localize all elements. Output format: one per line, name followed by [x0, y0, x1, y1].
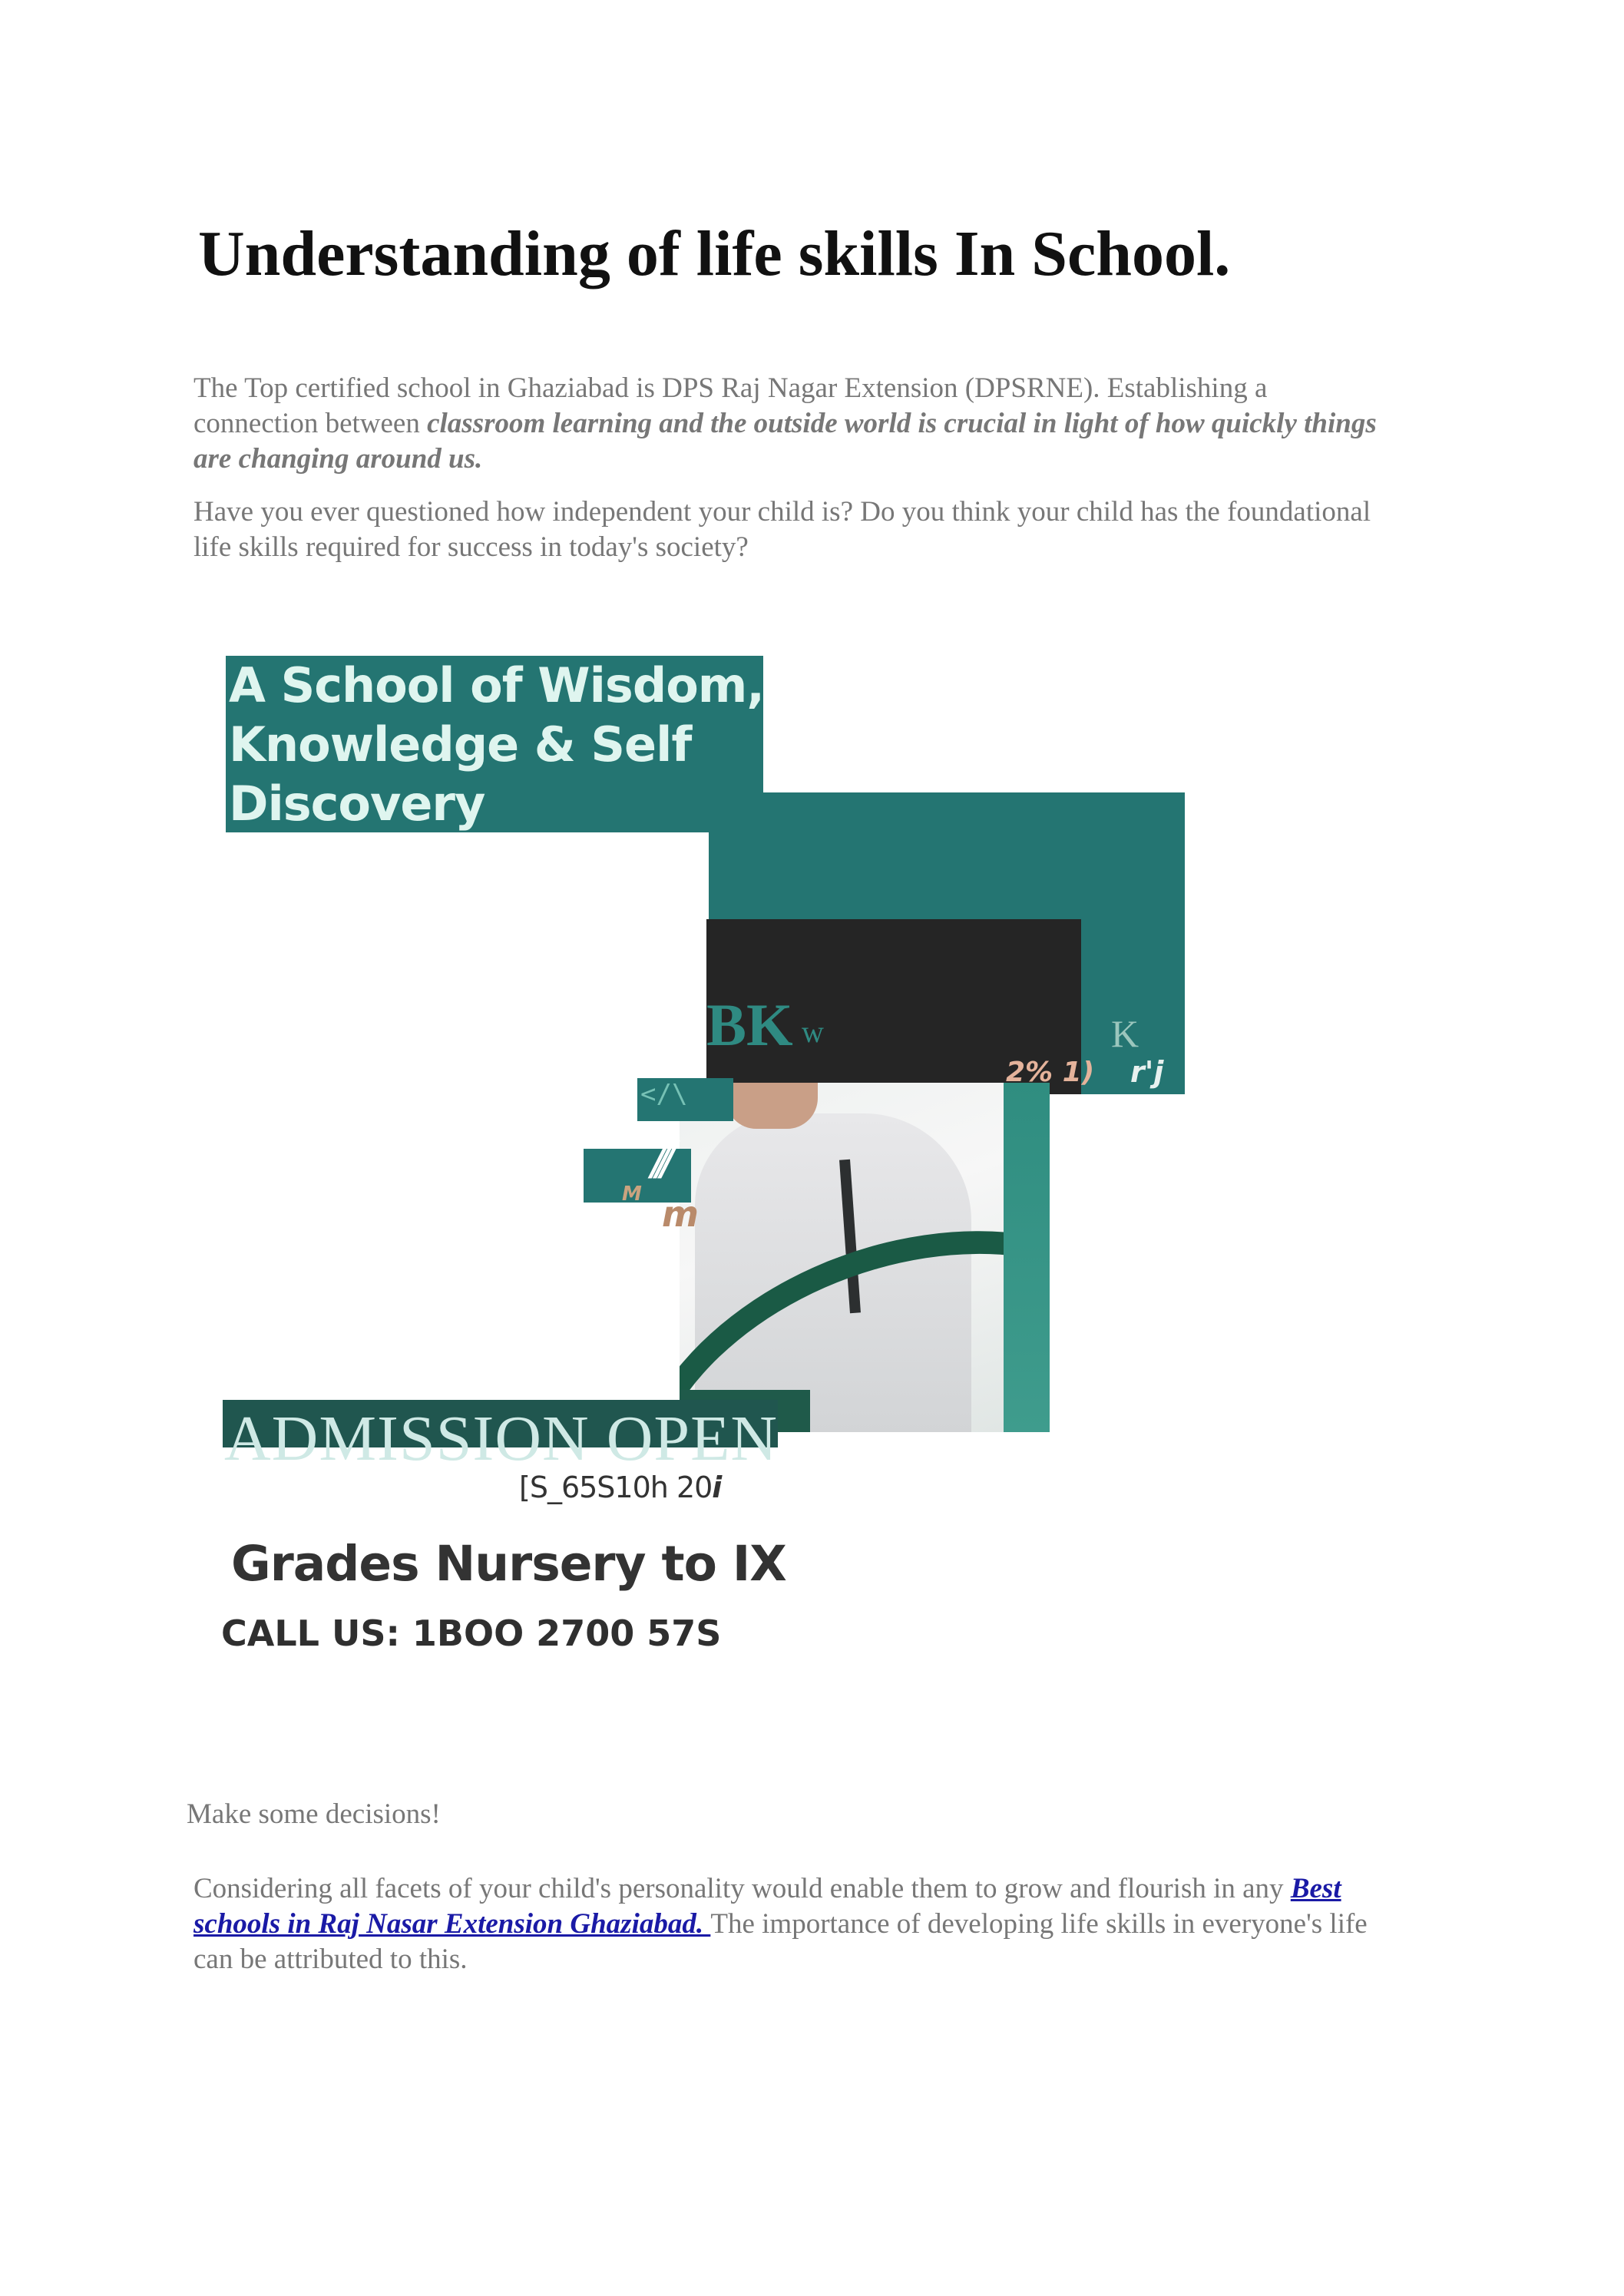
admission-text: ADMISSION OPEN	[224, 1403, 779, 1474]
poster-fragment-rj: r'j	[1130, 1055, 1164, 1089]
best-schools-link[interactable]: Best schools in Raj Nasar Extension Ghaziabad.	[193, 1873, 1341, 1940]
intro-text: The Top certified school in Ghaziabad is DPS Raj Nagar Extension (DPSRNE). Establishing a connection between	[193, 372, 1268, 439]
poster-headline	[226, 656, 763, 832]
intro-paragraph	[193, 371, 1391, 477]
poster-fragment-percent: 2% 1)	[1006, 1057, 1095, 1088]
photo-face	[726, 1083, 818, 1129]
poster-fragment-small-m: M	[622, 1183, 642, 1206]
poster-headline-line-3: Discovery	[229, 776, 485, 832]
poster-fragment-code: </\	[640, 1079, 688, 1110]
poster-headline-line-1: A School of Wisdom,	[229, 657, 764, 713]
page-title: Understanding of life skills In School.	[198, 218, 1231, 289]
poster-fragment-big-m: m	[662, 1193, 699, 1235]
call-us-text: CALL US: 1BOO 2700 57S	[221, 1613, 722, 1654]
session-text	[519, 1471, 721, 1504]
grades-text: Grades Nursery to IX	[231, 1536, 786, 1592]
session-main: [S_65S10h 20	[519, 1471, 713, 1504]
poster-headline-line-2: Knowledge & Self	[229, 716, 692, 773]
student-photo	[680, 1083, 1050, 1432]
intro-emphasis: classroom learning and the outside world is crucial in light of how quickly things are changing around us.	[193, 408, 1377, 475]
poster-fragment-bk: BK	[706, 991, 793, 1058]
poster-fragment-k: K	[1111, 1012, 1139, 1055]
poster-fragment-w: w	[802, 1014, 824, 1049]
closing-text-after: The importance of developing life skills in everyone's life can be attributed to this.	[193, 1908, 1368, 1975]
closing-paragraph	[193, 1871, 1391, 1977]
question-paragraph: Have you ever questioned how independent your child is? Do you think your child has the foundational life skills required for success in today's society?	[193, 496, 1371, 563]
closing-text-before: Considering all facets of your child's personality would enable them to grow and flourish in any	[193, 1873, 1291, 1904]
decisions-heading: Make some decisions!	[187, 1798, 441, 1830]
session-suffix: i	[712, 1471, 722, 1504]
photo-side-band	[1004, 1083, 1050, 1432]
poster-fragment-slashes: ///	[651, 1132, 666, 1186]
